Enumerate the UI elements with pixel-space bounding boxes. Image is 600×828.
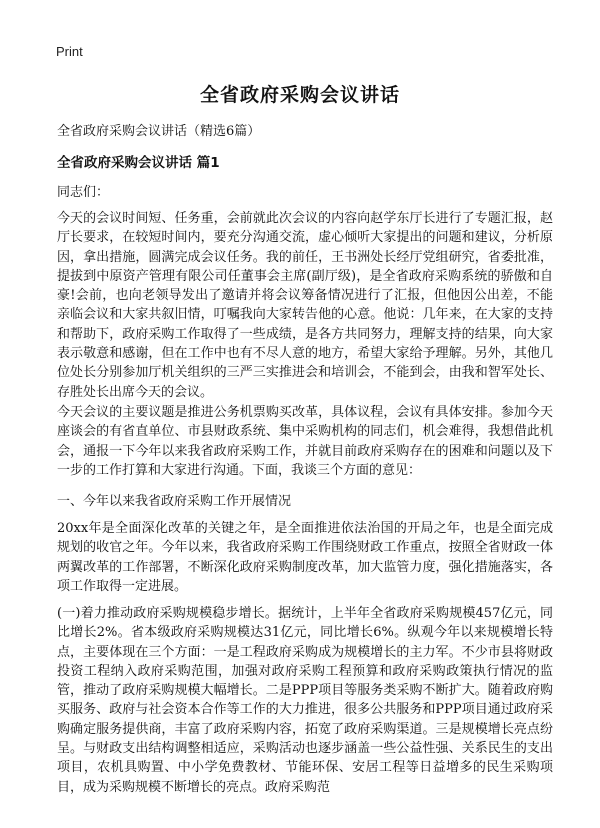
section-heading: 全省政府采购会议讲话 篇1	[57, 155, 220, 171]
print-link[interactable]: Print	[56, 44, 83, 59]
paragraph-scale-growth: (一)着力推动政府采购规模稳步增长。据统计，上半年全省政府采购规模457亿元，同比增长2%。省本级政府采购规模达31亿元，同比增长6%。纵观今年以来规模增长特点，主要体现在三个方面：一是工程政府采购成为规模增长的主力军。不少市县将财政投资工程纳入政府采购范围，加强对政府采购工程预算和政府采购政策执行情况的监管，推动了政府采购规模大幅增长。二是PPP项目等服务类采购不断扩大。随着政府购买服务、政府与社会资本合作等工作的大力推进，很多公共服务和PPP项目通过政府采购确定服务提供商，丰富了政府采购内容，拓宽了政府采购渠道。三是规模增长亮点纷呈。与财政支出结构调整相适应，采购活动也逐步涵盖一些公益性强、关系民生的支出项目，农机具购置、中小学免费教材、节能环保、安居工程等日益增多的民生采购项目，成为采购规模不断增长的亮点。政府采购范	[57, 606, 553, 795]
paragraph-opening: 今天的会议时间短、任务重，会前就此次会议的内容向赵学东厅长进行了专题汇报，赵厅长要求，在较短时间内，要充分沟通交流，虚心倾听大家提出的问题和建议，分析原因，拿出措施，圆满完成会议任务。我的前任，王书洲处长经厅党组研究，省委批准，提拔到中原资产管理有限公司任董事会主席(副厅级)，是全省政府采购系统的骄傲和自豪!会前，也向老领导发出了邀请并将会议筹备情况进行了汇报，但他因公出差，不能亲临会议和大家共叙旧情，叮嘱我向大家转告他的心意。他说：几年来，在大家的支持和帮助下，政府采购工作取得了一些成绩，是各方共同努力，理解支持的结果，向大家表示敬意和感谢，但在工作中也有不尽人意的地方，希望大家给予理解。另外，其他几位处长分别参加厅机关组织的三严三实推进会和培训会，不能到会，由我和智军处长、存胜处长出席今天的会议。	[57, 211, 553, 400]
paragraph-overview: 20xx年是全面深化改革的关键之年，是全面推进依法治国的开局之年，也是全面完成规划的收官之年。今年以来，我省政府采购工作围绕财政工作重点，按照全省财政一体两翼改革的工作部署，不断深化政府采购制度改革，加大监管力度，强化措施落实，各项工作取得一定进展。	[57, 521, 553, 594]
paragraph-agenda: 今天会议的主要议题是推进公务机票购买改革，具体议程，会议有具体安排。参加今天座谈会的有省直单位、市县财政系统、集中采购机构的同志们，机会难得，我想借此机会，通报一下今年以来我省政府采购工作，并就目前政府采购存在的困难和问题以及下一步的工作打算和大家进行沟通。下面，我谈三个方面的意见：	[57, 405, 553, 478]
greeting: 同志们：	[57, 185, 110, 200]
subheading-work-status: 一、今年以来我省政府采购工作开展情况	[57, 494, 292, 509]
document-subtitle: 全省政府采购会议讲话（精选6篇）	[57, 124, 261, 139]
page-title: 全省政府采购会议讲话	[199, 84, 400, 106]
